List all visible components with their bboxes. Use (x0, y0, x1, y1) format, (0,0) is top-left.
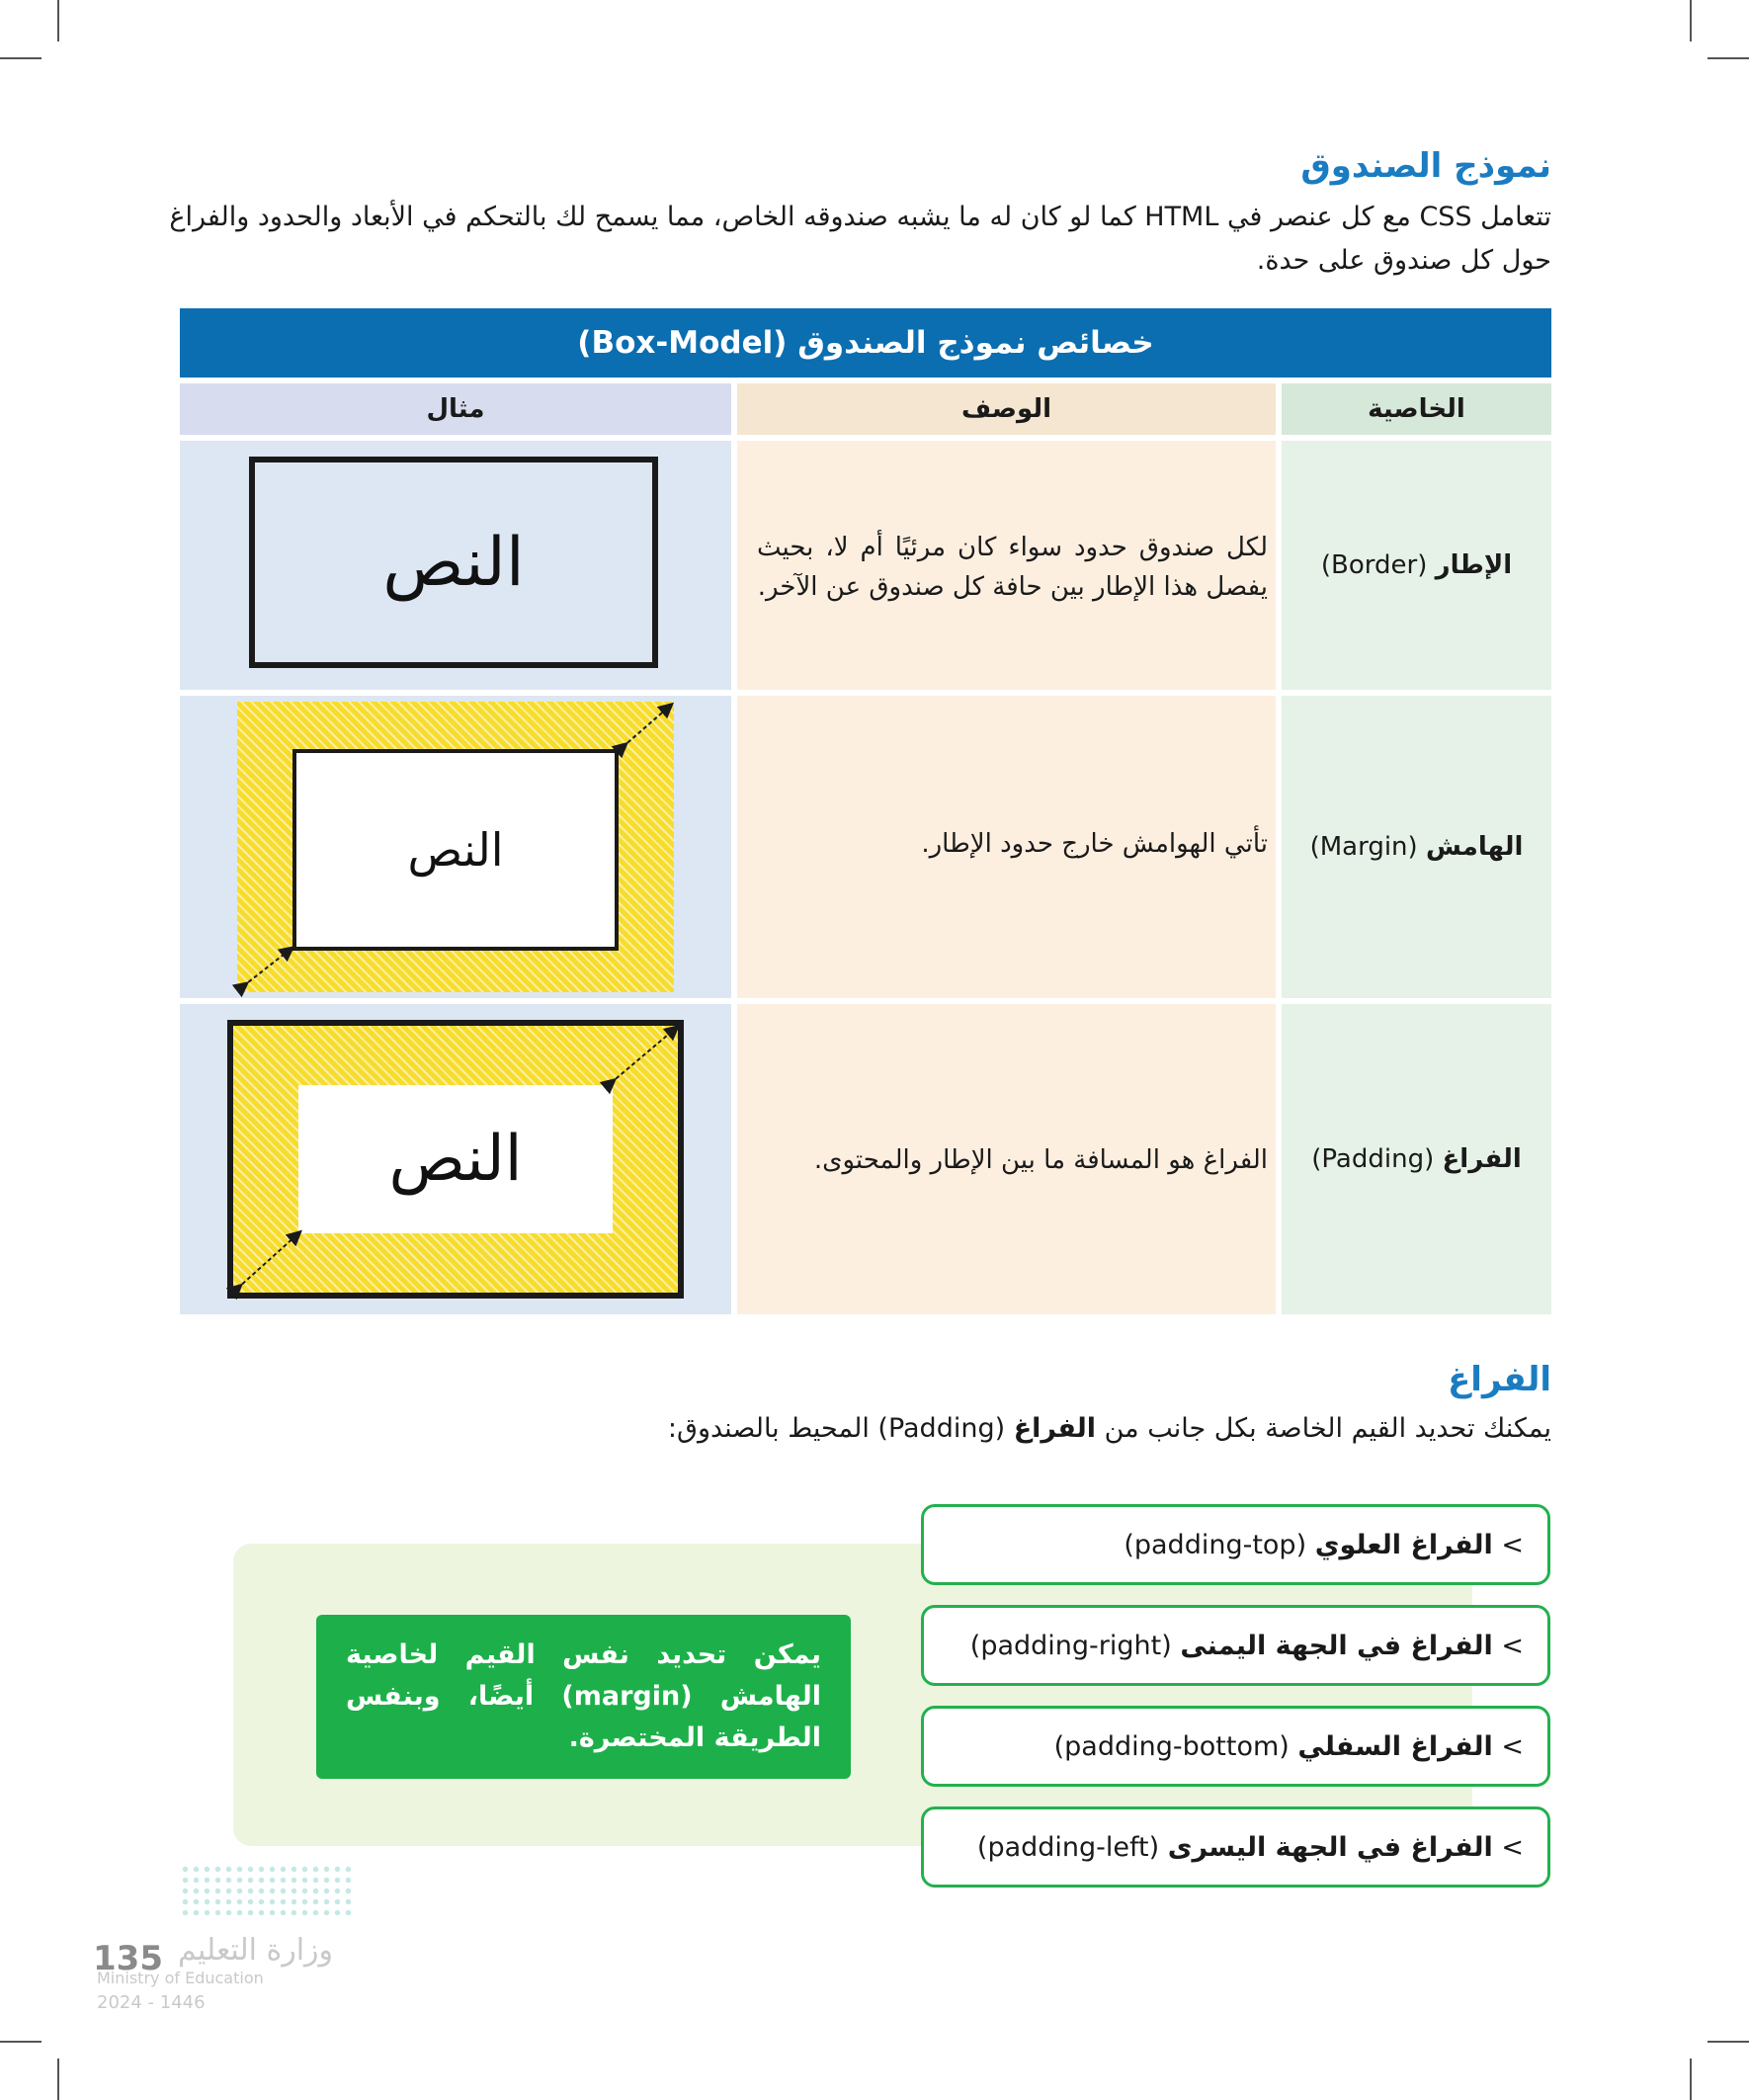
margin-example-box: النص (292, 749, 619, 951)
section-title-box-model: نموذج الصندوق (1300, 146, 1551, 186)
table-title: خصائص نموذج الصندوق (Box-Model) (180, 308, 1551, 378)
row-margin-property (1282, 696, 1551, 998)
property-name: الهامش (1425, 832, 1524, 862)
crop-mark (1707, 57, 1749, 59)
row-margin-description: تأتي الهوامش خارج حدود الإطار. (737, 696, 1276, 998)
padding-arrows (180, 1004, 731, 1314)
margin-arrow-top (623, 708, 668, 747)
bullet-icon: > (1501, 1529, 1524, 1560)
row-border-example (180, 441, 731, 690)
border-example-box: النص (249, 457, 658, 668)
ministry-name-en: Ministry of Education (97, 1969, 264, 1987)
crop-mark (1690, 2058, 1692, 2100)
padding-item-bottom: > الفراغ السفلي (padding-bottom) (921, 1706, 1550, 1787)
intro-paragraph: تتعامل CSS مع كل عنصر في HTML كما لو كان له ما يشبه صندوقه الخاص، مما يسمح لك بالتحكم في الأبعاد والحدود والفراغ حول كل صندوق على حدة. (169, 202, 1551, 276)
margin-arrows (180, 696, 731, 998)
property-english: (Border) (1320, 550, 1428, 580)
property-name: الفراغ (1442, 1144, 1522, 1174)
ministry-name-ar: وزارة التعليم (178, 1933, 334, 1968)
crop-mark (1707, 2041, 1749, 2043)
row-border-property (1282, 441, 1551, 690)
padding-content-box: النص (298, 1085, 613, 1233)
crop-mark (1690, 0, 1692, 42)
crop-mark (0, 2041, 42, 2043)
crop-mark (0, 57, 42, 59)
padding-arrow-bottom (237, 1235, 296, 1289)
property-name: الإطار (1435, 550, 1513, 580)
padding-item-top: > الفراغ العلوي (padding-top) (921, 1504, 1550, 1585)
crop-mark (57, 0, 59, 42)
header-example: مثال (180, 383, 731, 435)
bullet-icon: > (1501, 1630, 1524, 1661)
edition-year: 2024 - 1446 (97, 1992, 206, 2013)
property-english: (Padding) (1311, 1144, 1435, 1174)
padding-item-right: > الفراغ في الجهة اليمنى (padding-right) (921, 1605, 1550, 1686)
margin-note: يمكن تحديد نفس القيم لخاصية الهامش (margin) أيضًا، وبنفس الطريقة المختصرة. (316, 1615, 851, 1779)
section-title-padding: الفراغ (1448, 1360, 1551, 1399)
header-property: الخاصية (1282, 383, 1551, 435)
property-english: (Margin) (1309, 832, 1418, 862)
padding-item-left: > الفراغ في الجهة اليسرى (padding-left) (921, 1806, 1550, 1888)
padding-arrow-top (611, 1030, 674, 1083)
bullet-icon: > (1501, 1831, 1524, 1863)
row-margin-example (180, 696, 731, 998)
page-number: 135 (93, 1939, 163, 1978)
padding-intro: يمكنك تحديد القيم الخاصة بكل جانب من الفراغ (Padding) المحيط بالصندوق: (667, 1413, 1551, 1444)
row-border-description: لكل صندوق حدود سواء كان مرئيًا أم لا، بحيث يفصل هذا الإطار بين حافة كل صندوق عن الآخر. (737, 441, 1276, 690)
crop-mark (57, 2058, 59, 2100)
bullet-icon: > (1501, 1730, 1524, 1762)
row-padding-property (1282, 1004, 1551, 1314)
row-padding-description: الفراغ هو المسافة ما بين الإطار والمحتوى. (737, 1004, 1276, 1314)
header-description: الوصف (737, 383, 1276, 435)
ministry-logo-icon (180, 1864, 354, 1915)
margin-arrow-bottom (243, 951, 289, 986)
row-padding-example (180, 1004, 731, 1314)
